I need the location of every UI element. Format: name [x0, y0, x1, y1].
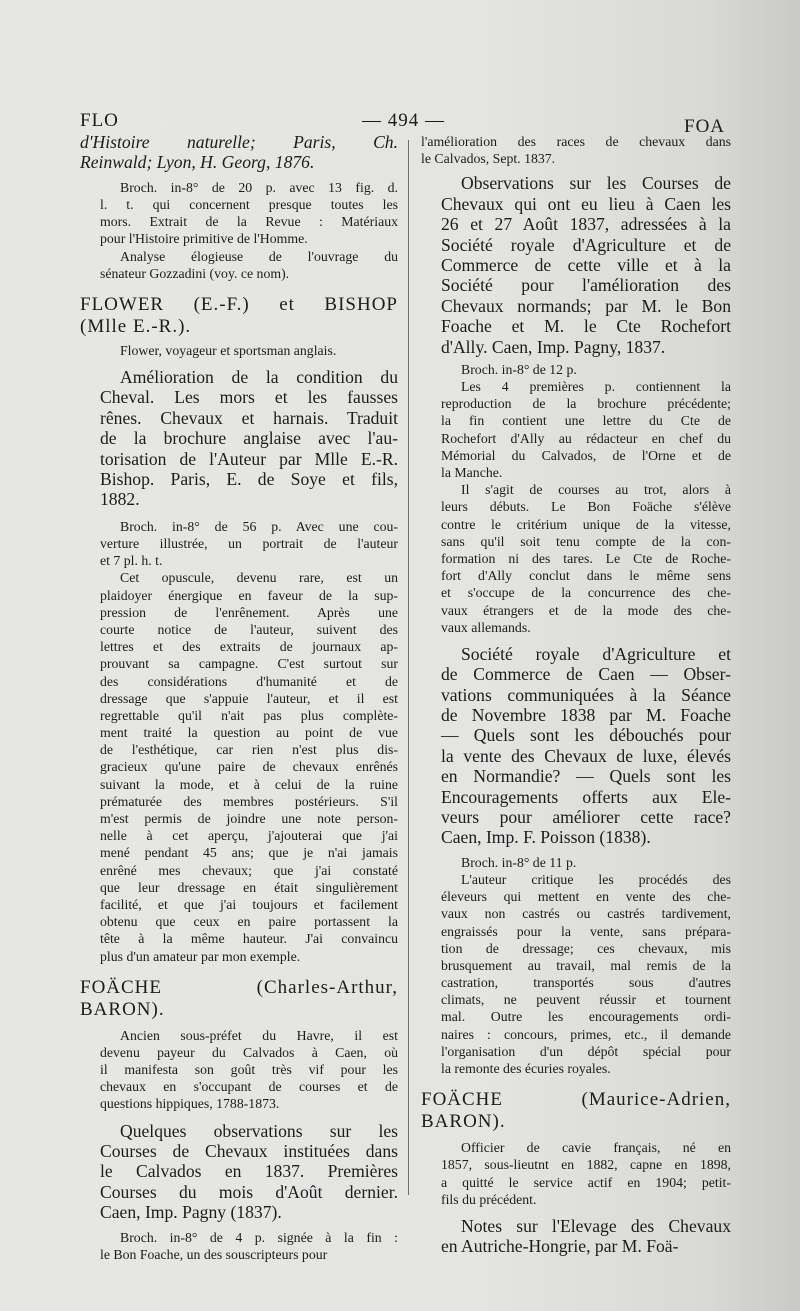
text-line: pour l'Histoire primitive de l'Homme. — [100, 231, 308, 247]
text-line: mené pendant 45 ans; que je n'ai jamais — [100, 845, 398, 861]
text-line: de Novembre 1838 par M. Foache — [441, 705, 731, 726]
text-line: Observations sur les Courses de — [461, 173, 731, 194]
text-line: fils du précédent. — [441, 1191, 537, 1207]
author-heading-foache-charles — [80, 977, 398, 1021]
text-line: Foache et M. le Cte Rochefort — [441, 316, 731, 337]
text-line: engraissés pour la vente, sans prépara- — [441, 923, 731, 939]
text-line: L'auteur critique les procédés des — [461, 871, 731, 887]
text-line: éleveurs qui mettent en vente des che- — [441, 889, 731, 905]
entry-note — [80, 248, 398, 282]
text-line: Broch. in-8° de 12 p. — [461, 361, 577, 377]
text-line: de la brochure anglaise avec l'au- — [100, 428, 398, 449]
text-line: FOÄCHE (Charles-Arthur, — [80, 976, 398, 998]
text-line: vaux non castrés ou castrés tardivement, — [441, 906, 731, 922]
author-heading-flower — [80, 294, 398, 338]
entry-description-foache-quelques — [80, 1229, 398, 1263]
column-divider — [408, 140, 409, 1195]
text-line: vaux allemands. — [441, 619, 531, 635]
text-line: sénateur Gozzadini (voy. ce nom). — [100, 265, 290, 281]
text-line: Bishop. Paris, E. de Soye et fils, — [100, 469, 398, 490]
text-line: en Normandie? — Quels sont les — [441, 766, 731, 787]
text-line: chevaux en s'occupant de courses et de — [100, 1079, 398, 1095]
text-line: Broch. in-8° de 11 p. — [461, 854, 577, 870]
author-bio-foache-maurice — [421, 1139, 731, 1208]
text-line: leurs débuts. Le Bon Foäche s'élève — [441, 499, 731, 515]
text-line: le Bon Foache, un des souscripteurs pour — [100, 1246, 328, 1262]
text-line: Encouragements offerts aux Ele- — [441, 786, 731, 807]
text-line: BARON). — [421, 1111, 506, 1133]
entry-title-societe — [421, 644, 731, 848]
text-line: Notes sur l'Elevage des Chevaux — [461, 1215, 731, 1236]
text-line: en Autriche-Hongrie, par M. Foä- — [441, 1236, 679, 1257]
entry-description-flower — [80, 518, 398, 570]
left-column — [80, 132, 398, 1263]
text-line: castration, transportés sous d'autres — [441, 975, 731, 991]
text-line: mal. Outre les encouragements ordi- — [441, 1009, 731, 1025]
text-line: contre le critérium unique de la vitesse, — [441, 516, 731, 532]
text-line: pression de l'enrênement. Après une — [100, 604, 398, 620]
text-line: gracieux qu'une paire de chevaux enrênés — [100, 759, 398, 775]
text-line: Flower, voyageur et sportsman anglais. — [120, 342, 337, 358]
text-line: Chevaux qui ont eu lieu à Caen les — [441, 193, 731, 214]
text-line: Broch. in-8° de 56 p. Avec une cou- — [120, 518, 398, 534]
entry-title-continued — [80, 132, 398, 173]
entry-note-observations-2 — [421, 481, 731, 636]
text-line: suivant la mode, et à celui de la ruine — [100, 776, 398, 792]
text-line: FLOWER (E.-F.) et BISHOP — [80, 293, 398, 315]
text-line: la vente des Chevaux de luxe, élevés — [441, 745, 731, 766]
entry-note-flower — [80, 569, 398, 964]
text-line: courte notice de l'auteur, suivent des — [100, 621, 398, 637]
text-line: et 7 pl. h. t. — [100, 553, 163, 569]
text-line: Caen, Imp. Pagny (1837). — [100, 1202, 282, 1223]
text-line: 26 et 27 Août 1837, adressées à la — [441, 214, 731, 235]
text-line: Caen, Imp. F. Poisson (1838). — [441, 827, 651, 848]
entry-description-societe — [421, 854, 731, 871]
text-line: d'Histoire naturelle; Paris, Ch. — [80, 132, 398, 152]
text-line: brusquement au travail, mal remis de la — [441, 957, 731, 973]
text-line: naires : concours, primes, etc., il demande — [441, 1026, 731, 1042]
text-line: torisation de l'Auteur par Mlle E.-R. — [100, 448, 398, 469]
text-line: tion de dressage; ces chevaux, mis — [441, 940, 731, 956]
text-line: Courses du mois d'Août dernier. — [100, 1181, 398, 1202]
text-line: Société royale d'Agriculture et — [461, 643, 731, 664]
text-line: dressage que s'appuie l'auteur, et il est — [100, 690, 398, 706]
running-head-right: FOA — [684, 116, 726, 137]
text-line: — Quels sont les débouchés pour — [441, 725, 731, 746]
text-line: formation ni des tares. Le Cte de Roche- — [441, 550, 731, 566]
text-line: la fin contient une lettre du Cte de — [441, 413, 731, 429]
text-line: de l'esthétique, car rien n'est plus dis- — [100, 742, 398, 758]
text-line: plaidoyer énergique en faveur de la sup- — [100, 587, 398, 603]
text-line: BARON). — [80, 998, 165, 1020]
text-line: Il s'agit de courses au trot, alors à — [461, 482, 731, 498]
text-line: prématurée des membres postérieurs. S'il — [100, 793, 398, 809]
entry-title-foache-quelques — [80, 1121, 398, 1223]
text-line: mors. Extrait de la Revue : Matériaux — [100, 214, 398, 230]
author-bio-flower — [80, 342, 398, 359]
text-line: plus d'un amateur par mon exemple. — [100, 948, 301, 964]
text-line: Rochefort d'Ally au rédacteur en chef du — [441, 430, 731, 446]
text-line: Chevaux normands; par M. le Bon — [441, 295, 731, 316]
text-line: Les 4 premières p. contiennent la — [461, 379, 731, 395]
text-line: 1882. — [100, 489, 140, 510]
text-line: m'est permis de joindre une note person- — [100, 811, 398, 827]
right-column — [421, 133, 731, 1257]
text-line: de Commerce de Caen — Obser- — [441, 664, 731, 685]
text-line: fort d'Ally conclut dans le même sens — [441, 568, 731, 584]
text-line: sans qu'il soit tenu compte de la con- — [441, 533, 731, 549]
text-line: Ancien sous-préfet du Havre, il est — [120, 1027, 398, 1043]
text-line: Société pour l'amélioration des — [441, 275, 731, 296]
text-line: Officier de cavie français, né en — [461, 1140, 731, 1156]
text-line: enrêné mes chevaux; que j'ai constaté — [100, 862, 398, 878]
text-line: Quelques observations sur les — [120, 1120, 398, 1141]
page-number: — 494 — — [362, 110, 445, 131]
text-line: prouvant sa campagne. C'est surtout sur — [100, 656, 398, 672]
text-line: l'amélioration des races de chevaux dans — [421, 134, 731, 149]
entry-title-notes-elevage — [421, 1216, 731, 1257]
entry-description — [80, 179, 398, 248]
text-line: la remonte des écuries royales. — [441, 1061, 611, 1077]
text-line: verture illustrée, un portrait de l'auteur — [100, 536, 398, 552]
text-line: a quitté le service actif en 1904; petit- — [441, 1174, 731, 1190]
text-line: vations communiquées à la Séance — [441, 684, 731, 705]
text-line: devenu payeur du Calvados à Caen, où — [100, 1044, 398, 1060]
text-line: Commerce de cette ville et à la — [441, 254, 731, 275]
text-line: veurs pour améliorer cette race? — [441, 807, 731, 828]
running-head-left: FLO — [80, 110, 119, 131]
entry-note-societe — [421, 871, 731, 1077]
author-bio-foache-charles — [80, 1027, 398, 1113]
text-line: (Mlle E.-R.). — [80, 315, 192, 337]
text-line: la Manche. — [441, 465, 503, 481]
text-line: tête à la même hauteur. J'ai convaincu — [100, 931, 398, 947]
text-line: Broch. in-8° de 4 p. signée à la fin : — [120, 1229, 398, 1245]
text-line: d'Ally. Caen, Imp. Pagny, 1837. — [441, 336, 666, 357]
text-line: lettres et des extraits de journaux ap- — [100, 639, 398, 655]
text-line: Mémorial du Calvados, de l'Orne et de — [441, 447, 731, 463]
text-line: questions hippiques, 1788-1873. — [100, 1096, 280, 1112]
text-line: que leur dressage en était singulièrement — [100, 879, 398, 895]
text-line: Société royale d'Agriculture et de — [441, 234, 731, 255]
text-line: reproduction de la brochure précédente; — [441, 396, 731, 412]
text-line: regrettable qu'il n'ait pas plus complète- — [100, 707, 398, 723]
entry-title-flower — [80, 367, 398, 510]
entry-title-observations — [421, 173, 731, 357]
text-line: l'organisation d'un dépôt spécial pour — [441, 1043, 731, 1059]
author-heading-foache-maurice — [421, 1089, 731, 1133]
text-line: l. t. qui concernent presque toutes les — [100, 196, 398, 212]
text-line: vaux étrangers et de la mode des che- — [441, 602, 731, 618]
text-line: des considérations d'humanité et de — [100, 673, 398, 689]
entry-description-continued — [421, 133, 731, 167]
text-line: il manifesta son goût très vif pour les — [100, 1062, 398, 1078]
text-line: Cet opuscule, devenu rare, est un — [120, 570, 398, 586]
text-line: facilité, et que j'ai toujours et facilement — [100, 896, 398, 912]
text-line: Reinwald; Lyon, H. Georg, 1876. — [80, 152, 315, 173]
entry-note-observations-1 — [421, 378, 731, 481]
text-line: Cheval. Les mors et les fausses — [100, 387, 398, 408]
text-line: obtenu que ceux en paire portassent la — [100, 914, 398, 930]
text-line: ment traité la question au point de vue — [100, 725, 398, 741]
text-line: et s'occupe de la concurrence des che- — [441, 585, 731, 601]
text-line: Analyse élogieuse de l'ouvrage du — [120, 248, 398, 264]
text-line: FOÄCHE (Maurice-Adrien, — [421, 1089, 731, 1111]
text-line: rênes. Chevaux et harnais. Traduit — [100, 407, 398, 428]
text-line: Broch. in-8° de 20 p. avec 13 fig. d. — [120, 179, 398, 195]
entry-description-observations — [421, 361, 731, 378]
text-line: climats, ne peuvent réussir et tournent — [441, 992, 731, 1008]
text-line: Amélioration de la condition du — [120, 367, 398, 388]
text-line: 1857, sous-lieutnt en 1882, capne en 1898, — [441, 1157, 731, 1173]
text-line: le Calvados, Sept. 1837. — [421, 151, 556, 167]
text-line: Courses de Chevaux instituées dans — [100, 1141, 398, 1162]
text-line: le Calvados en 1837. Premières — [100, 1161, 398, 1182]
text-line: nelle à cet aperçu, j'ajouterai que j'ai — [100, 828, 398, 844]
